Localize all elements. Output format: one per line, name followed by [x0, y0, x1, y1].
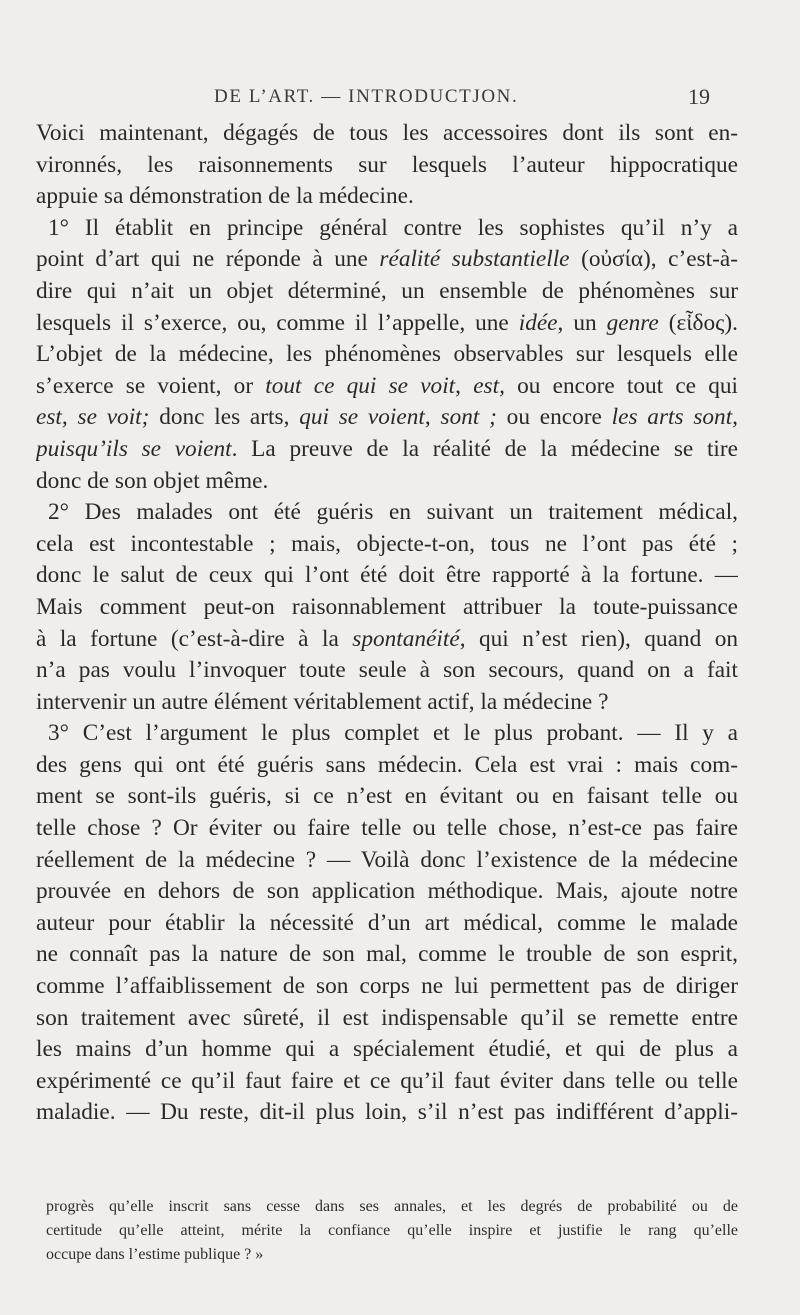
- text-line: vironnés, les raisonnements sur lesquels l’auteur hippocratique: [36, 151, 738, 178]
- text-line: des gens qui ont été guéris sans médecin. Cela est vrai : mais com-: [36, 751, 738, 778]
- paragraph: [36, 118, 738, 213]
- text-line: 2° Des malades ont été guéris en suivant un traitement médical,: [48, 499, 738, 526]
- text-line: prouvée en dehors de son application méthodique. Mais, ajoute notre: [36, 878, 738, 905]
- text-line: maladie. — Du reste, dit-il plus loin, s’il n’est pas indifférent d’appli-: [36, 1099, 738, 1126]
- text-line: intervenir un autre élément véritablement actif, la médecine ?: [36, 688, 609, 715]
- text-line: donc de son objet même.: [36, 467, 269, 494]
- text-line: expérimenté ce qu’il faut faire et ce qu’il faut éviter dans telle ou telle: [36, 1067, 738, 1094]
- text-line: auteur pour établir la nécessité d’un art médical, comme le malade: [36, 909, 738, 936]
- text-line: telle chose ? Or éviter ou faire telle ou telle chose, n’est-ce pas faire: [36, 815, 738, 842]
- text-line: cela est incontestable ; mais, objecte-t-on, tous ne l’ont pas été ;: [36, 530, 738, 557]
- text-line: Mais comment peut-on raisonnablement attribuer la toute-puissance: [36, 593, 738, 620]
- text-line: les mains d’un homme qui a spécialement étudié, et qui de plus a: [36, 1036, 738, 1063]
- footnote-line: occupe dans l’estime publique ? »: [46, 1246, 264, 1263]
- text-line: ment se sont-ils guéris, si ce n’est en évitant ou en faisant telle ou: [36, 783, 738, 810]
- text-line: puisqu’ils se voient. La preuve de la réalité de la médecine se tire: [36, 435, 738, 462]
- running-head-title: DE L’ART. — INTRODUCTJON.: [214, 86, 519, 107]
- footnote-line: certitude qu’elle atteint, mérite la confiance qu’elle inspire et justifie le rang qu’elle: [46, 1222, 738, 1239]
- text-line: réellement de la médecine ? — Voilà donc l’existence de la médecine: [36, 846, 738, 873]
- text-line: dire qui n’ait un objet déterminé, un ensemble de phénomènes sur: [36, 277, 738, 304]
- text-line: ne connaît pas la nature de son mal, comme le trouble de son esprit,: [36, 941, 738, 968]
- text-line: donc le salut de ceux qui l’ont été doit être rapporté à la fortune. —: [36, 562, 738, 589]
- text-line: comme l’affaiblissement de son corps ne lui permettent pas de diriger: [36, 973, 738, 1000]
- text-line: son traitement avec sûreté, il est indispensable qu’il se remette entre: [36, 1004, 738, 1031]
- text-line: à la fortune (c’est-à-dire à la spontanéité, qui n’est rien), quand on: [36, 625, 738, 652]
- text-line: 1° Il établit en principe général contre les sophistes qu’il n’y a: [48, 214, 738, 241]
- text-line: n’a pas voulu l’invoquer toute seule à son secours, quand on a fait: [36, 657, 738, 684]
- paragraph: [36, 497, 738, 718]
- page-number: 19: [688, 84, 710, 109]
- text-line: 3° C’est l’argument le plus complet et le plus probant. — Il y a: [48, 720, 738, 747]
- text-line: appuie sa démonstration de la médecine.: [36, 183, 414, 210]
- footnote-line: progrès qu’elle inscrit sans cesse dans ses annales, et les degrés de probabilité ou de: [46, 1198, 738, 1215]
- text-line: L’objet de la médecine, les phénomènes observables sur lesquels elle: [36, 341, 738, 368]
- running-head: [0, 80, 800, 120]
- text-line: est, se voit; donc les arts, qui se voient, sont ; ou encore les arts sont,: [36, 404, 738, 431]
- text-line: lesquels il s’exerce, ou, comme il l’appelle, une idée, un genre (εἶδος).: [36, 309, 738, 336]
- text-line: point d’art qui ne réponde à une réalité substantielle (οὐσία), c’est-à-: [36, 246, 738, 273]
- paragraph: [36, 718, 738, 1129]
- paragraph: [36, 213, 738, 497]
- text-line: s’exerce se voient, or tout ce qui se voit, est, ou encore tout ce qui: [36, 372, 738, 399]
- main-text: [36, 118, 738, 1129]
- text-line: Voici maintenant, dégagés de tous les accessoires dont ils sont en-: [36, 120, 738, 146]
- footnote: [46, 1195, 738, 1267]
